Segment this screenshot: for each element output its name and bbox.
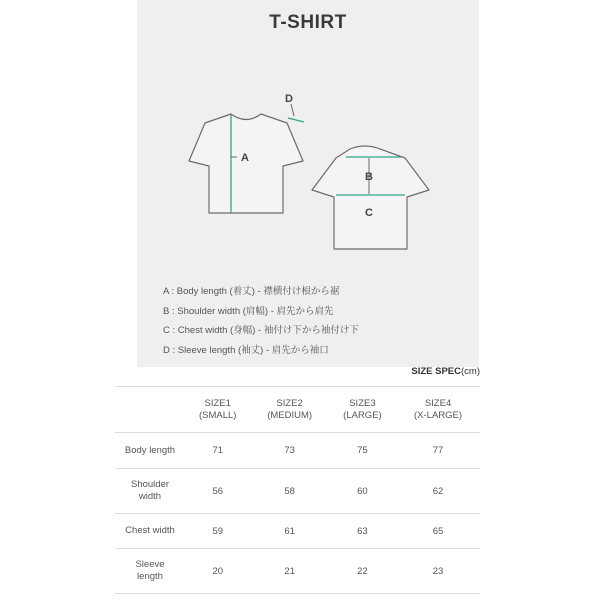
- column-header-size3: [329, 387, 396, 433]
- column-header-line1: SIZE2: [276, 397, 303, 409]
- column-header-line2: (LARGE): [343, 409, 382, 421]
- size-spec-label: [411, 366, 480, 377]
- table-cell: 61: [250, 514, 328, 549]
- column-header-line1: SIZE3: [349, 397, 376, 409]
- label-d: D: [285, 93, 293, 105]
- row-header-line2: length: [137, 571, 163, 582]
- row-header-line1: Body length: [124, 444, 176, 456]
- row-header-line1: Shoulder: [130, 479, 170, 490]
- table-cell: 62: [396, 469, 480, 514]
- table-cell: 75: [329, 433, 396, 469]
- table-cell: 65: [396, 514, 480, 549]
- row-header-line1: Chest width: [125, 525, 175, 536]
- table-row: [115, 514, 480, 549]
- table-header-row: [115, 387, 480, 433]
- column-header-size2: [250, 387, 328, 433]
- diagram-panel: [137, 0, 479, 367]
- row-header-chest-width: [115, 514, 185, 549]
- row-header-sleeve-length: [115, 549, 185, 594]
- legend-item-a: A : Body length (着丈) - 襟横付け根から裾: [163, 286, 340, 297]
- size-spec-title: SIZE SPEC: [411, 366, 461, 377]
- column-header-line2: (MEDIUM): [267, 409, 313, 421]
- table-cell: 77: [396, 433, 480, 469]
- legend-item-b: B : Shoulder width (肩幅) - 肩先から肩先: [163, 305, 334, 317]
- table-corner: [115, 387, 185, 433]
- measurement-legend: [163, 282, 359, 360]
- table-cell: 22: [329, 549, 396, 594]
- table-cell: 56: [185, 469, 250, 514]
- column-header-line2: (SMALL): [198, 409, 237, 421]
- legend-item-c: C : Chest width (身幅) - 袖付け下から袖付け下: [163, 325, 359, 336]
- table-cell: 63: [329, 514, 396, 549]
- table-cell: 23: [396, 549, 480, 594]
- column-header-line1: SIZE1: [204, 397, 231, 409]
- table-cell: 60: [329, 469, 396, 514]
- column-header-line1: SIZE4: [424, 397, 452, 409]
- row-header-shoulder-width: [115, 469, 185, 514]
- size-table: [115, 386, 480, 594]
- page-title: T-SHIRT: [269, 12, 347, 33]
- table-cell: 59: [185, 514, 250, 549]
- table-row: [115, 469, 480, 514]
- row-header-body-length: [115, 433, 185, 469]
- column-header-size1: [185, 387, 250, 433]
- row-header-line1: Sleeve: [135, 559, 165, 570]
- label-c: C: [365, 207, 373, 219]
- table-row: [115, 433, 480, 469]
- measure-line-d: [288, 118, 304, 122]
- table-row: [115, 549, 480, 594]
- tshirt-back-outline: [312, 146, 429, 249]
- legend-item-d: D : Sleeve length (袖丈) - 肩先から袖口: [163, 344, 329, 356]
- table-cell: 58: [250, 469, 328, 514]
- column-header-size4: [396, 387, 480, 433]
- table-cell: 71: [185, 433, 250, 469]
- label-b: B: [365, 171, 373, 183]
- row-header-line2: width: [138, 491, 162, 502]
- size-spec-unit: (cm): [461, 366, 480, 377]
- table-cell: 73: [250, 433, 328, 469]
- table-cell: 21: [250, 549, 328, 594]
- table-cell: 20: [185, 549, 250, 594]
- measure-line-d-pointer: [291, 104, 294, 116]
- label-a: A: [241, 152, 249, 164]
- column-header-line2: (X-LARGE): [414, 409, 463, 421]
